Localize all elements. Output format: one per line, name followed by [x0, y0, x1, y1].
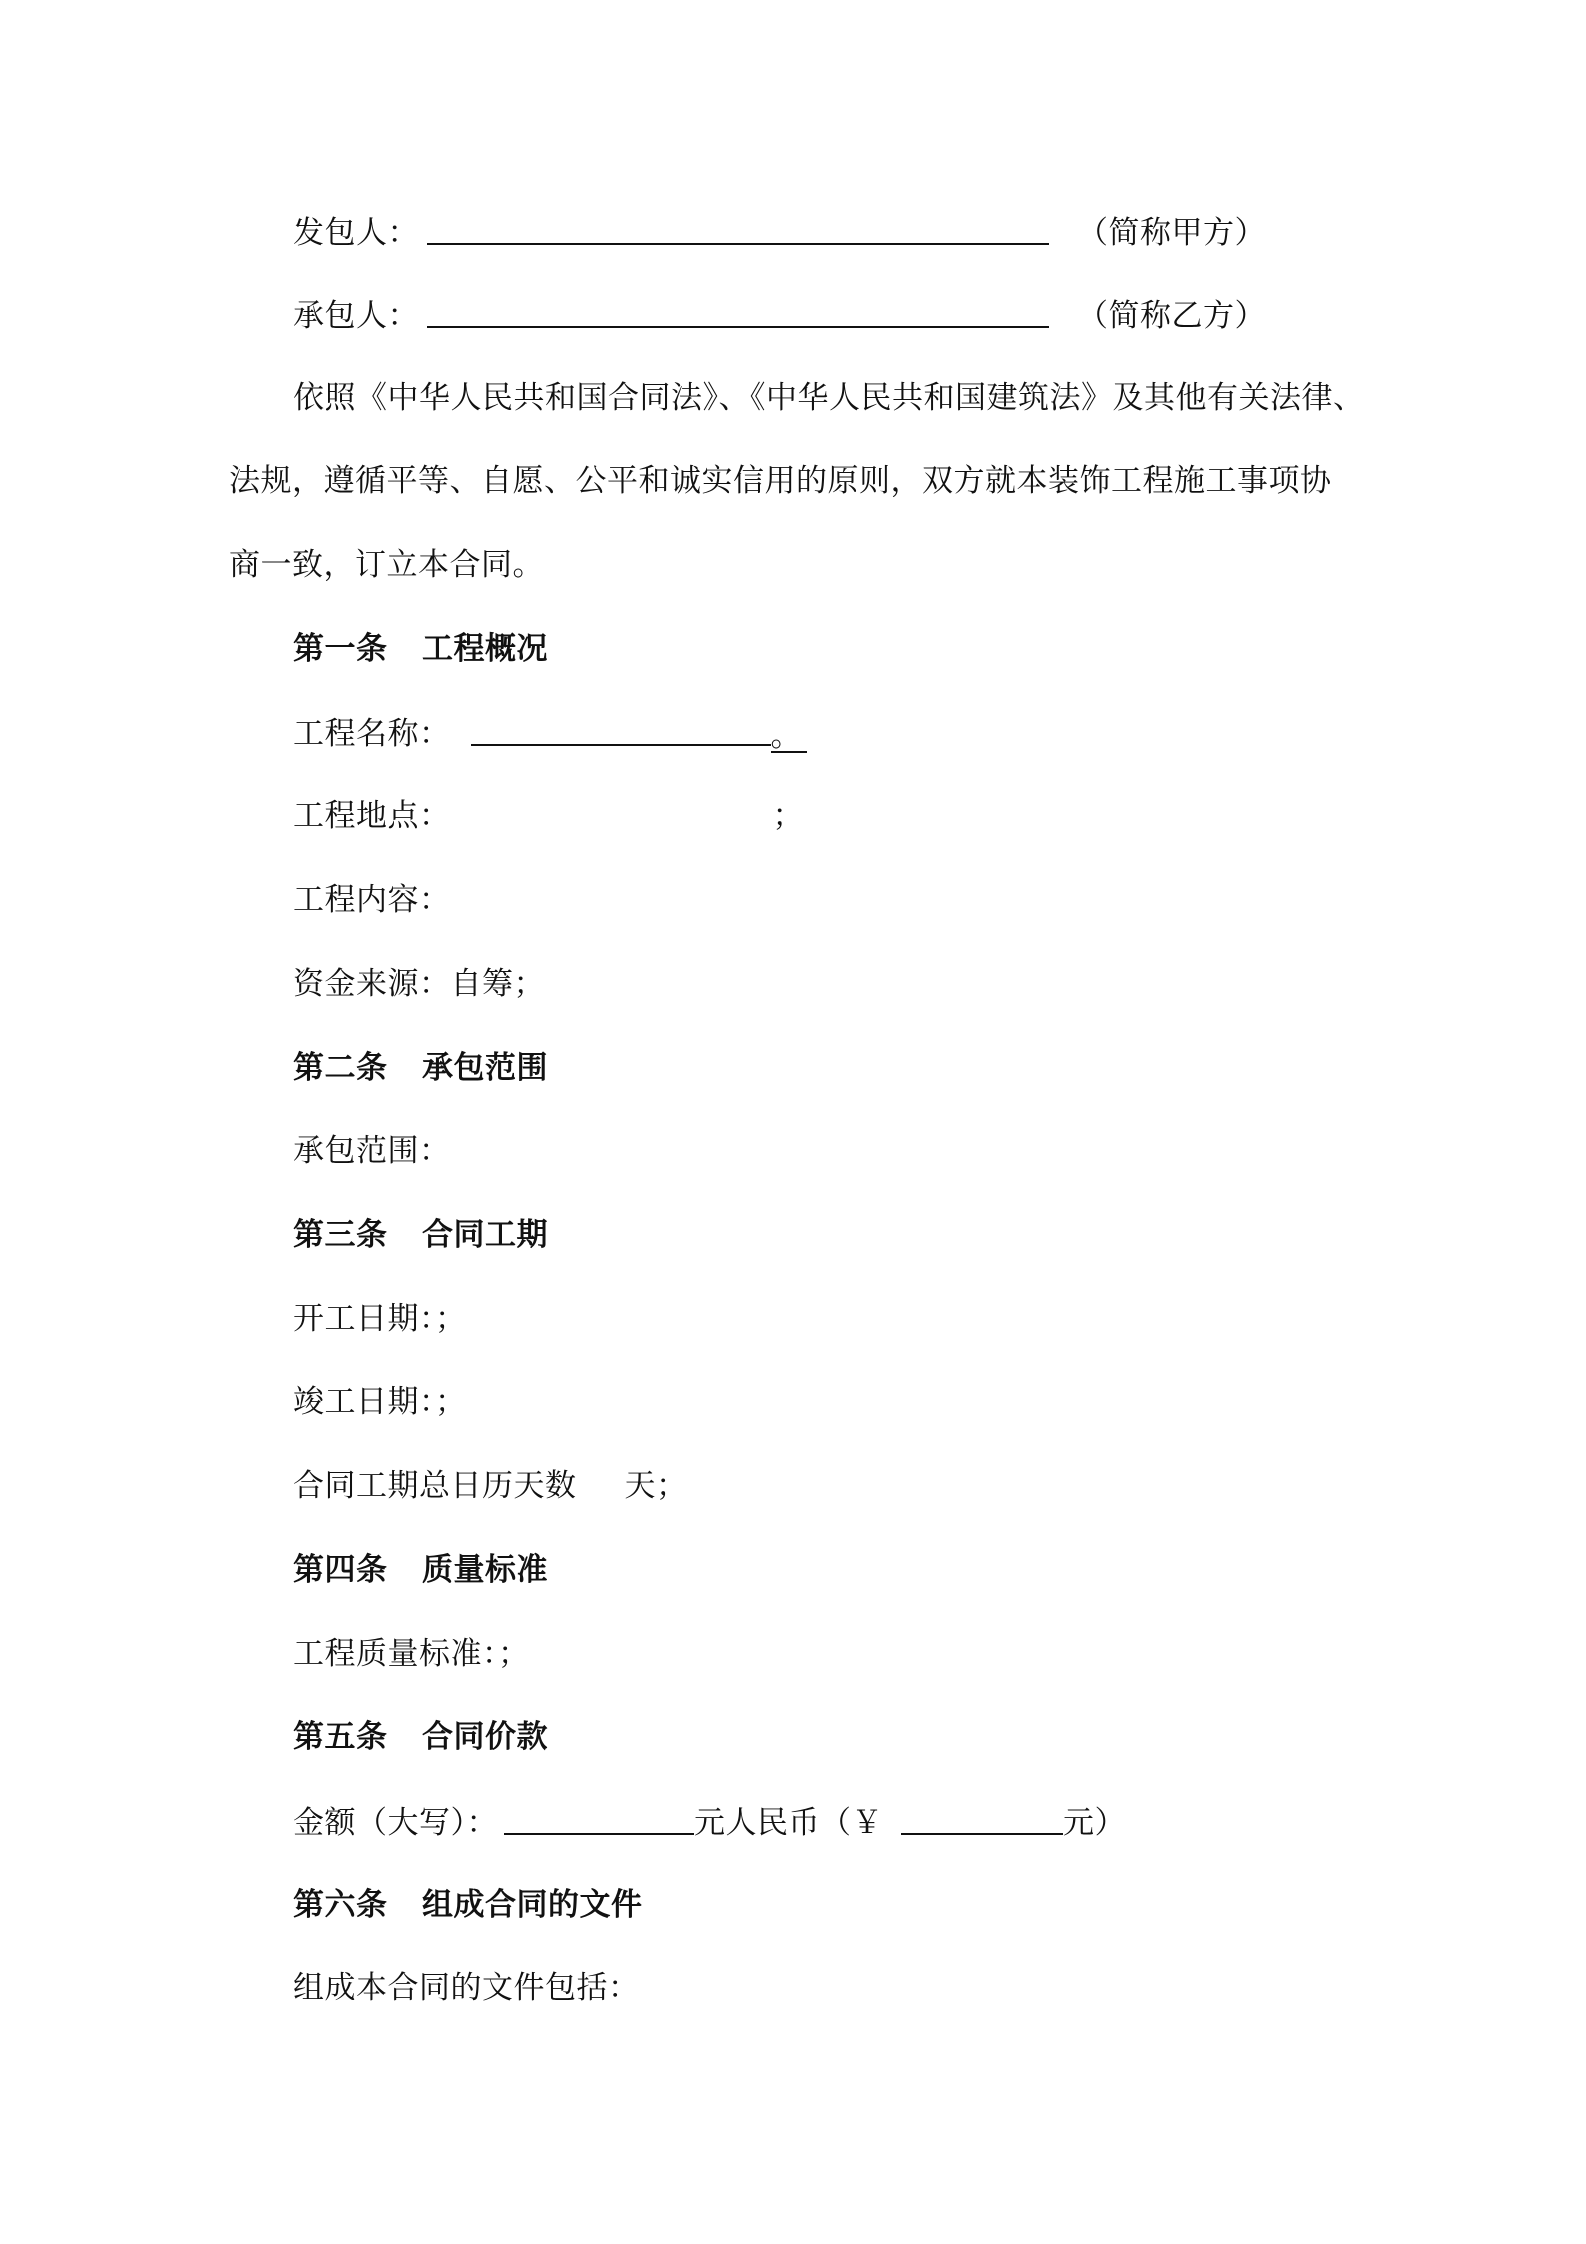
amount-line: [293, 1801, 1126, 1843]
amount-mid: 元人民币（￥: [694, 1805, 883, 1841]
party-a-blank[interactable]: [427, 213, 1049, 245]
article-5-number: 第五条: [293, 1719, 388, 1755]
article-2-number: 第二条: [293, 1050, 388, 1086]
article-1-heading: [293, 629, 548, 669]
party-a-label: 发包人：: [293, 215, 419, 251]
article-4-number: 第四条: [293, 1552, 388, 1588]
project-name-label: 工程名称：: [293, 716, 451, 752]
article-4-title: 质量标准: [422, 1552, 548, 1588]
project-content-label: 工程内容：: [293, 882, 451, 918]
party-b-label: 承包人：: [293, 298, 419, 334]
project-location-end: ；: [772, 798, 804, 834]
start-date: 开工日期：；: [293, 1301, 467, 1337]
project-name-blank[interactable]: [471, 714, 771, 746]
article-3-title: 合同工期: [422, 1217, 548, 1253]
preamble-line-1: 依照《中华人民共和国合同法》、《中华人民共和国建筑法》及其他有关法律、: [293, 380, 1365, 416]
article-4-heading: [293, 1550, 548, 1590]
end-date: 竣工日期：；: [293, 1384, 467, 1420]
total-days-unit: 天；: [624, 1468, 688, 1504]
quality-standard: 工程质量标准：；: [293, 1636, 530, 1672]
article-2-title: 承包范围: [422, 1050, 548, 1086]
article-5-heading: [293, 1717, 548, 1757]
amount-label: 金额（大写）：: [293, 1805, 498, 1841]
party-a-suffix: （简称甲方）: [1077, 215, 1266, 251]
article-5-title: 合同价款: [422, 1719, 548, 1755]
amount-number-blank[interactable]: [901, 1803, 1063, 1835]
party-b-blank[interactable]: [427, 296, 1049, 328]
project-location-label: 工程地点：: [293, 798, 451, 834]
total-days-label: 合同工期总日历天数: [293, 1468, 577, 1504]
project-name-end: 。: [771, 721, 807, 753]
article-2-heading: [293, 1048, 548, 1088]
project-name-line: [293, 712, 807, 754]
amount-end: 元）: [1063, 1805, 1126, 1841]
total-days-line: [293, 1466, 688, 1506]
article-6-heading: [293, 1885, 643, 1925]
scope-label: 承包范围：: [293, 1133, 451, 1169]
contract-docs-label: 组成本合同的文件包括：: [293, 1970, 640, 2006]
party-a-line: [293, 211, 1266, 253]
article-6-number: 第六条: [293, 1887, 388, 1923]
article-6-title: 组成合同的文件: [422, 1887, 643, 1923]
funding-source: 资金来源：自筹；: [293, 966, 545, 1002]
amount-words-blank[interactable]: [504, 1803, 694, 1835]
article-3-number: 第三条: [293, 1217, 388, 1253]
party-b-line: [293, 294, 1266, 336]
article-3-heading: [293, 1215, 548, 1255]
preamble-line-2: 法规，遵循平等、自愿、公平和诚实信用的原则，双方就本装饰工程施工事项协: [229, 463, 1332, 499]
article-1-number: 第一条: [293, 631, 388, 667]
party-b-suffix: （简称乙方）: [1077, 298, 1266, 334]
project-location-line: [293, 796, 804, 836]
preamble-line-3: 商一致，订立本合同。: [229, 547, 544, 583]
article-1-title: 工程概况: [422, 631, 548, 667]
